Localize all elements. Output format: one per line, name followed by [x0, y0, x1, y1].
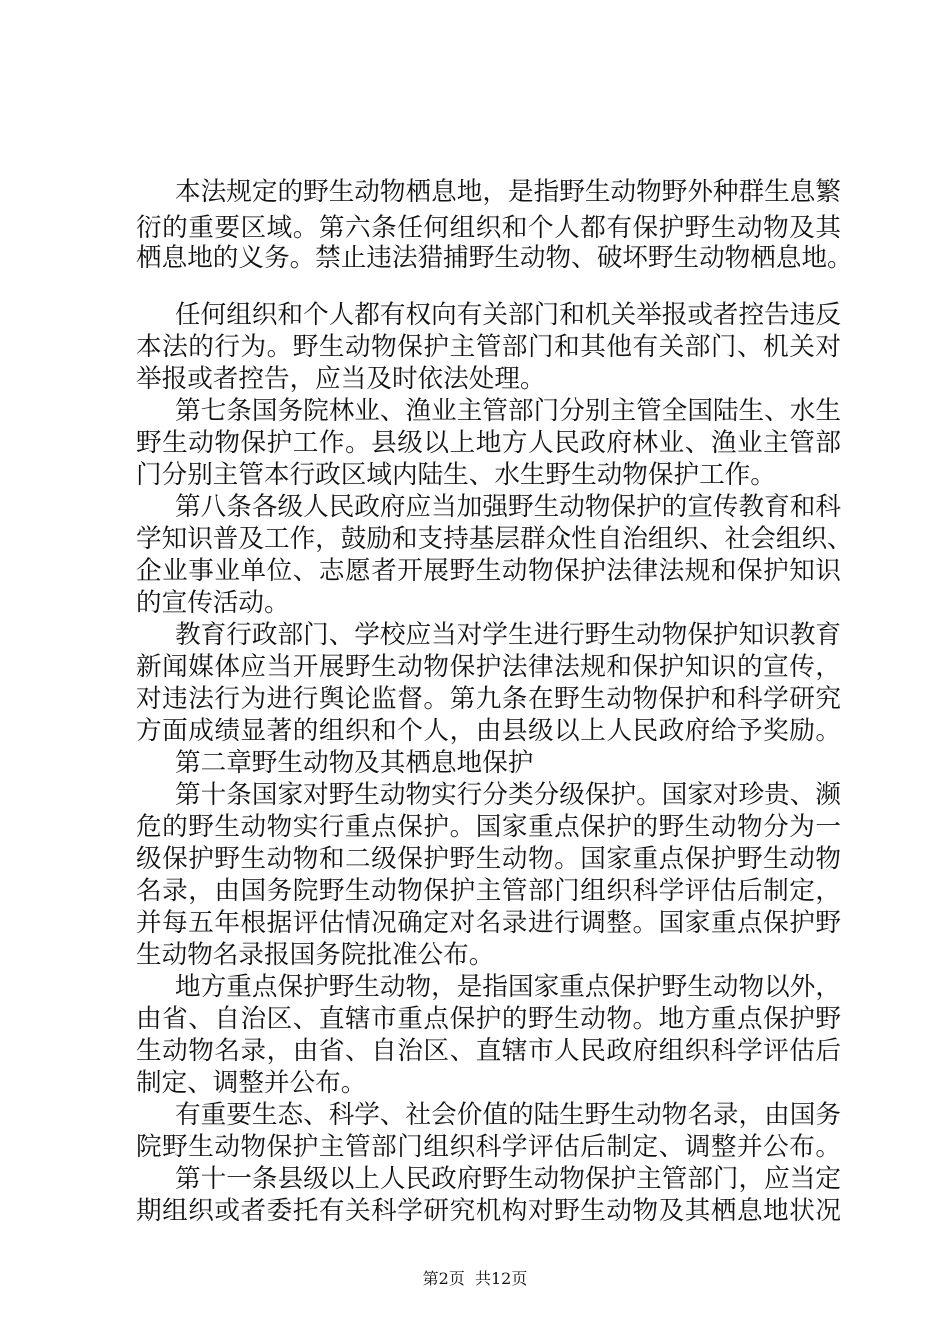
text-line: 野生动物保护工作。县级以上地方人民政府林业、渔业主管部: [136, 428, 841, 458]
text-line: 本法的行为。野生动物保护主管部门和其他有关部门、机关对: [136, 332, 841, 362]
text-line: 院野生动物保护主管部门组织科学评估后制定、调整并公布。: [136, 1132, 841, 1162]
chapter-heading: 第二章野生动物及其栖息地保护: [175, 748, 534, 778]
page-number: 第2页 共12页: [422, 1269, 528, 1288]
text-line: 任何组织和个人都有权向有关部门和机关举报或者控告违反: [175, 300, 841, 330]
text-line: 企业事业单位、志愿者开展野生动物保护法律法规和保护知识: [136, 556, 841, 586]
text-line: 第八条各级人民政府应当加强野生动物保护的宣传教育和科: [175, 492, 841, 522]
text-line: 栖息地的义务。禁止违法猎捕野生动物、破坏野生动物栖息地。: [136, 243, 853, 273]
text-line: 制定、调整并公布。: [136, 1068, 367, 1098]
text-line: 第十一条县级以上人民政府野生动物保护主管部门，应当定: [175, 1164, 841, 1194]
text-line: 由省、自治区、直辖市重点保护的野生动物。地方重点保护野: [136, 1004, 841, 1034]
text-line: 方面成绩显著的组织和个人，由县级以上人民政府给予奖励。: [136, 716, 841, 746]
text-line: 教育行政部门、学校应当对学生进行野生动物保护知识教育: [175, 620, 841, 650]
text-line: 衍的重要区域。第六条任何组织和个人都有保护野生动物及其: [136, 213, 841, 243]
text-line: 第七条国务院林业、渔业主管部门分别主管全国陆生、水生: [175, 396, 841, 426]
text-line: 生动物名录，由省、自治区、直辖市人民政府组织科学评估后: [136, 1036, 841, 1066]
text-line: 生动物名录报国务院批准公布。: [136, 940, 495, 970]
text-line: 学知识普及工作，鼓励和支持基层群众性自治组织、社会组织、: [136, 524, 853, 554]
text-line: 第十条国家对野生动物实行分类分级保护。国家对珍贵、濒: [175, 780, 841, 810]
text-line: 名录，由国务院野生动物保护主管部门组织科学评估后制定，: [136, 876, 841, 906]
text-line: 举报或者控告，应当及时依法处理。: [136, 364, 546, 394]
page-footer: [0, 1268, 950, 1290]
text-line: 地方重点保护野生动物，是指国家重点保护野生动物以外，: [175, 972, 841, 1002]
text-line: 危的野生动物实行重点保护。国家重点保护的野生动物分为一: [136, 812, 841, 842]
text-line: 对违法行为进行舆论监督。第九条在野生动物保护和科学研究: [136, 684, 841, 714]
text-line: 并每五年根据评估情况确定对名录进行调整。国家重点保护野: [136, 908, 841, 938]
text-line: 期组织或者委托有关科学研究机构对野生动物及其栖息地状况: [136, 1196, 841, 1226]
text-line: 门分别主管本行政区域内陆生、水生野生动物保护工作。: [136, 460, 776, 490]
text-line: 本法规定的野生动物栖息地，是指野生动物野外种群生息繁: [175, 177, 841, 207]
text-line: 有重要生态、科学、社会价值的陆生野生动物名录，由国务: [175, 1100, 841, 1130]
text-line: 的宣传活动。: [136, 588, 290, 618]
text-line: 新闻媒体应当开展野生动物保护法律法规和保护知识的宣传，: [136, 652, 841, 682]
text-line: 级保护野生动物和二级保护野生动物。国家重点保护野生动物: [136, 844, 841, 874]
